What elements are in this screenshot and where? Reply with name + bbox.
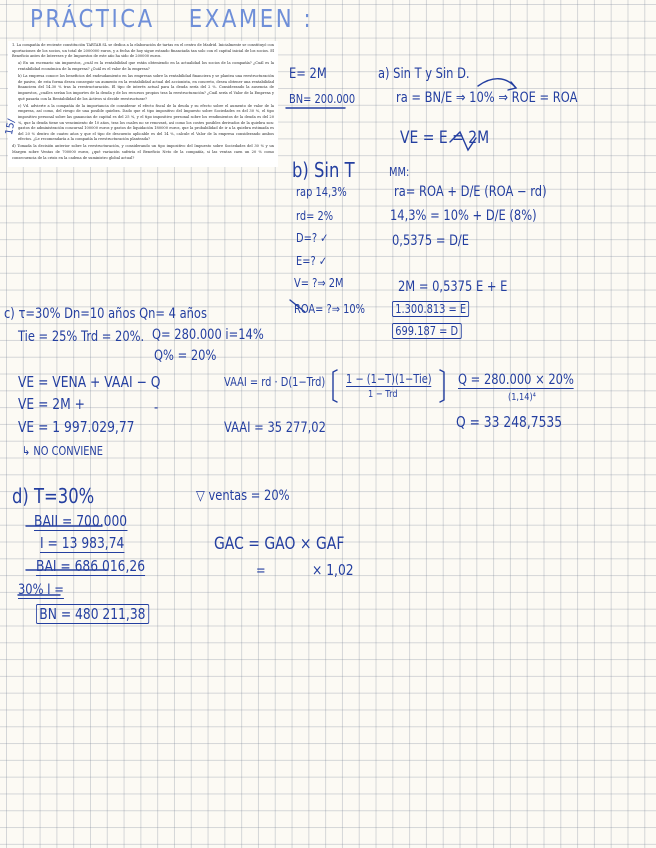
part-d-net-profit: BN = 480 211,38	[36, 604, 149, 624]
part-c-value-result: VE = 1 997.029,77	[18, 418, 135, 436]
part-b-formula-3: 0,5375 = D/E	[392, 233, 470, 249]
part-b-result-equity: 1.300.813 = E	[392, 301, 469, 317]
part-d-interest: I = 13 983,74	[40, 534, 125, 552]
part-c-recommendation: ↳ NO CONVIENE	[22, 444, 104, 458]
part-b-equation: 2M = 0,5375 E + E	[398, 279, 508, 295]
part-b-debt-rate: rd= 2%	[296, 209, 334, 223]
part-d-gac-formula: GAC = GAO × GAF	[214, 534, 345, 554]
part-d-equals: =	[256, 563, 266, 579]
part-c-value-formula: VE = VENA + VAAI − Q	[18, 373, 161, 391]
statement-part-c: c) Vd. advierte a la compañía de la importancia de considerar el efecto fiscal de la deuda y su efecto sobre el aumento de valor de la empresa, así como, del riesgo de una posible quiebra. Dado que el tipo impositivo del Impuesto sobre Sociedades es del 30 %, el tipo impositivo personal sobre las ganancias de capital es del 25 %, y el tipo impositivo personal sobre los rendimientos de la deuda es del 20 %, que la deuda tiene un vencimiento de 10 años, tras los cuales no se renovará, así como los costes posibles derivados de la quiebra son: gastos de administración concursal 100000 euros y gastos de liquidación 180000 euros, que la probabilidad de ir a la quiebra estimada es del 20 % dentro de cuatro años y que el tipo de descuento aplicable es del 14 %, calcule el Valor de la empresa considerando ambos efectos. ¿Le recomendaría a la compañía la reestructuración planteada?	[18, 103, 274, 142]
part-c-vaai-formula: VAAI = rd · D(1−Trd)	[224, 375, 326, 389]
part-b-heading: b) Sin T	[292, 158, 355, 182]
part-c-q-formula: Q = 280.000 × 20%	[458, 372, 574, 388]
part-b-debt: D=? ✓	[296, 231, 329, 245]
part-b-mm-label: MM:	[389, 165, 410, 179]
part-b-equity: E=? ✓	[296, 254, 328, 268]
part-c-vaai-value: VAAI = 35 277,02	[224, 420, 326, 436]
part-d-ebit: BAII = 700.000	[34, 512, 128, 530]
part-d-gaf-value: × 1,02	[312, 561, 354, 579]
bracket-right-icon	[440, 370, 444, 402]
part-a-heading: a) Sin T y Sin D.	[378, 66, 470, 82]
bracket-left-icon	[333, 370, 337, 402]
part-b-value: V= ?⇒ 2M	[294, 276, 344, 290]
statement-intro: 1. La compañía de reciente constitución TARTAR SL se dedica a la elaboración de tartas en el centro de Madrid. Inicialmente se constituyó con aportaciones de los socios, un total de 2000000 euros, y a fecha de hoy sigue estando financiada tan solo con el capital inicial de los socios. El Beneficio antes de Intereses y de Impuestos de este año ha sido de 200000 euros.	[12, 43, 274, 59]
part-c-vaai-numerator: 1 − (1−T)(1−Tie)	[346, 372, 432, 386]
statement-part-a: a) En un escenario sin impuestos, ¿cuál es la rentabilidad que están obteniendo en la actualidad los socios de la compañía? ¿Cuál es la rentabilidad económica de la empresa? ¿Cuál es el valor de la empresa?	[18, 61, 274, 71]
part-c-bankruptcy-cost: Q= 280.000 i=14%	[152, 327, 264, 343]
arrow-curve-icon	[478, 79, 516, 88]
title-examen: EXAMEN :	[188, 4, 314, 33]
part-c-tax-rates: Tie = 25% Trd = 20%.	[18, 329, 145, 345]
part-a-return-formula: ra = BN/E ⇒ 10% ⇒ ROE = ROA	[396, 90, 578, 106]
title-practica: PRÁCTICA	[30, 4, 155, 33]
part-b-roa: ROA= ?⇒ 10%	[294, 302, 365, 316]
part-c-dash: -	[154, 400, 159, 416]
part-c-q-discount: (1,14)⁴	[508, 392, 536, 403]
margin-note: 15/	[4, 118, 18, 136]
part-d-heading: d) T=30%	[12, 484, 95, 508]
note-net-profit: BN= 200.000	[289, 92, 356, 106]
part-d-tax: 30% I =	[18, 582, 64, 598]
part-b-result-debt: 699.187 = D	[392, 323, 461, 339]
arrow-roa-icon	[290, 300, 305, 312]
part-a-firm-value: VE = E = 2M	[400, 128, 490, 148]
arrow-head-icon	[508, 82, 516, 90]
part-c-q-value: Q = 33 248,7535	[456, 413, 563, 431]
scribble-mark-icon	[450, 132, 476, 150]
part-c-bankruptcy-prob: Q% = 20%	[154, 348, 217, 364]
note-equity: E= 2M	[289, 66, 327, 82]
part-b-target-return: rap 14,3%	[296, 185, 347, 199]
part-d-sales-drop: ▽ ventas = 20%	[196, 488, 290, 504]
part-b-formula-1: ra= ROA + D/E (ROA − rd)	[394, 184, 547, 200]
part-d-ebt: BAI = 686 016,26	[36, 557, 146, 575]
statement-part-d: d) Tomada la decisión anterior sobre la reestructuración, y considerando un tipo impositivo del Impuesto sobre Sociedades del 30 % y un Margen sobre Ventas de 700000 euros, ¿qué variación sufriría el Beneficio Neto de la compañía, si las ventas caen un 20 % como consecuencia de la crisis en la cadena de suministro global actual?	[12, 144, 274, 160]
part-b-formula-2: 14,3% = 10% + D/E (8%)	[390, 208, 537, 224]
part-c-heading: c) τ=30% Dn=10 años Qn= 4 años	[4, 306, 207, 322]
part-c-vaai-denominator: 1 − Trd	[368, 389, 398, 400]
statement-part-b: b) La empresa conoce los beneficios del endeudamiento en las empresas sobre la rentabilidad financiera y se plantea una reestructuración de pasivo, de esta forma desea conseguir un aumento en la rentabilidad actual del accionista, en concreto, desea obtener una rentabilidad financiera del 14.30 % tras la reestructuración. El tipo de interés actual para la deuda sería del 2 %. Considerando la ausencia de impuestos, ¿cuáles serían los importes de la deuda y de los recursos propios tras la reestructuración? ¿Cuál sería el Valor de la Empresa y qué pasaría con la Rentabilidad de los Activos si decide reestructurar?	[18, 74, 274, 101]
part-c-value-step: VE = 2M +	[18, 395, 85, 413]
